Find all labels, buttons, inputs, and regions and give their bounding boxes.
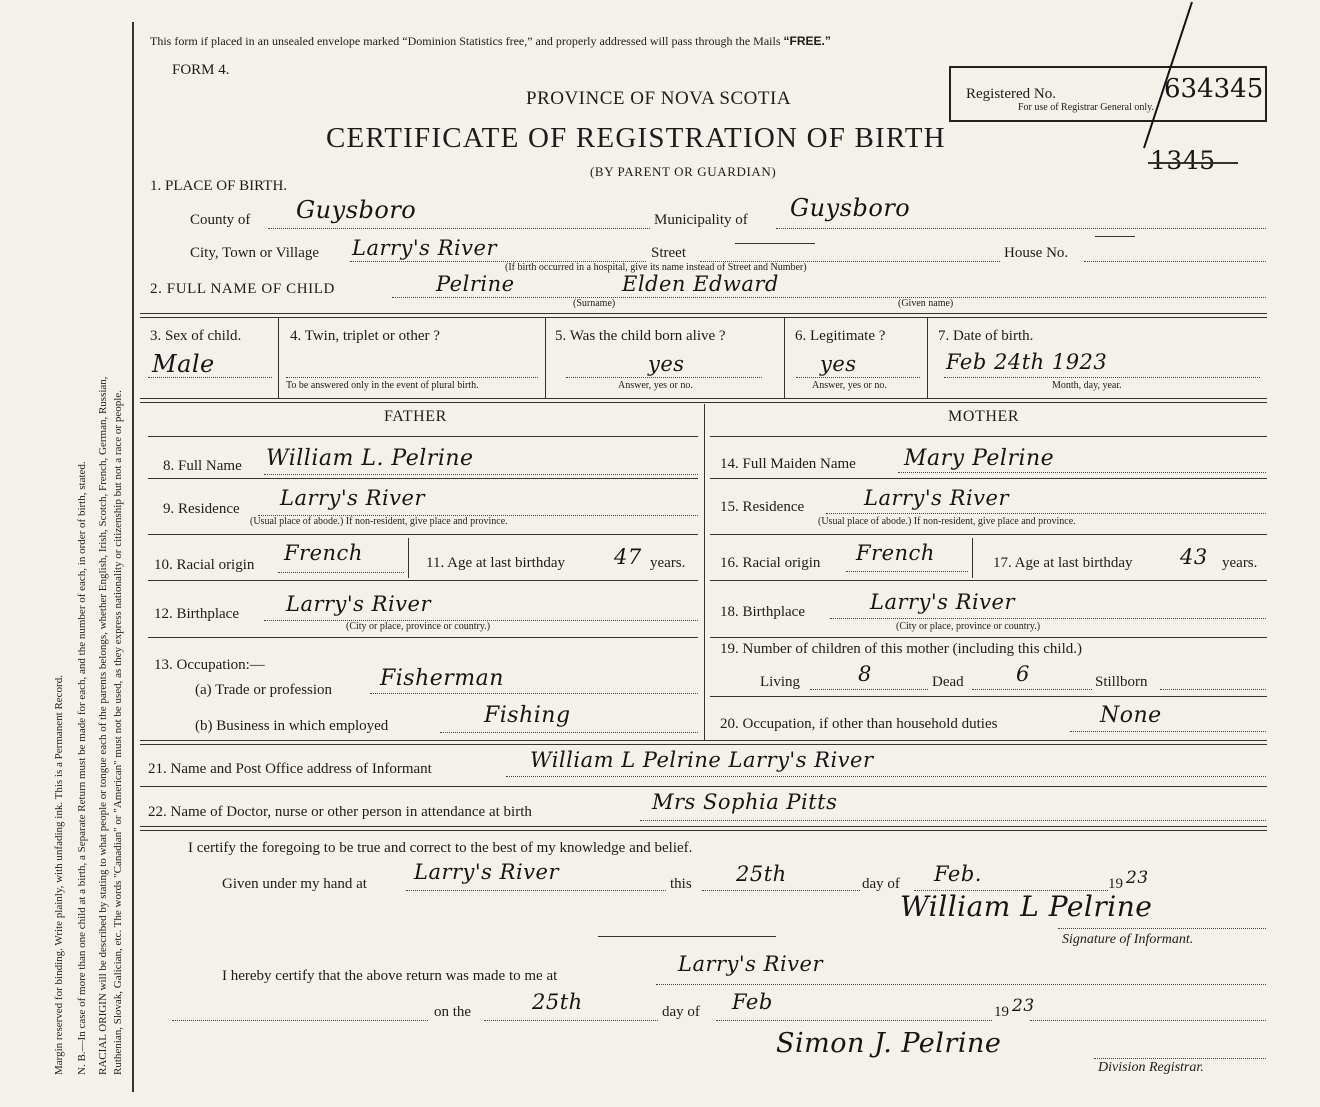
father-rule-1 (148, 436, 698, 437)
col-divider-3 (278, 318, 279, 398)
mother-racial-label: 16. Racial origin (720, 555, 821, 571)
page-subtitle: (BY PARENT OR GUARDIAN) (590, 164, 777, 179)
on-the-label: on the (434, 1004, 472, 1020)
father-business-line (440, 732, 698, 733)
informant-line (506, 776, 1266, 777)
doctor-label: 22. Name of Doctor, nurse or other person in attendance at birth (148, 804, 532, 820)
twin-label: 4. Twin, triplet or other ? (290, 328, 440, 344)
father-name-value: William L. Pelrine (266, 446, 474, 471)
given-place-value: Larry's River (414, 860, 559, 884)
form-number: FORM 4. (172, 62, 230, 78)
house-number-dash (1095, 236, 1135, 237)
street-label: Street (651, 245, 686, 261)
registrar-year-prefix: 19 (994, 1004, 1009, 1020)
date-of-birth-note: Month, day, year. (1052, 380, 1122, 391)
father-racial-divider (408, 538, 409, 578)
registrar-day-of-label: day of (662, 1004, 700, 1020)
father-age-value: 47 (614, 545, 642, 569)
day-of-label: day of (862, 876, 900, 892)
binding-margin-line (132, 22, 134, 1092)
stillborn-label: Stillborn (1095, 674, 1148, 690)
father-business-value: Fishing (484, 703, 571, 728)
father-birthplace-value: Larry's River (286, 592, 431, 616)
city-label: City, Town or Village (190, 245, 320, 261)
registrar-place-line (656, 984, 1266, 985)
mother-rule-2 (710, 478, 1267, 479)
year-value: 23 (1126, 868, 1149, 888)
mother-birthplace-line (830, 618, 1266, 619)
mother-rule-1 (710, 436, 1267, 437)
informant-label: 21. Name and Post Office address of Informant (148, 761, 432, 777)
surname-caption: (Surname) (573, 298, 616, 309)
registrar-month-line (716, 1020, 992, 1021)
father-trade-value: Fisherman (380, 666, 504, 691)
father-occupation-label: 13. Occupation:— (154, 657, 265, 673)
col-divider-6 (927, 318, 928, 398)
house-number-label: House No. (1004, 245, 1069, 261)
margin-note-binding: Margin reserved for binding. Write plainly, with unfading ink. This is a Permanent Record. (53, 675, 65, 1075)
mother-rule-4 (710, 580, 1267, 581)
county-label: County of (190, 212, 251, 228)
col-divider-5 (784, 318, 785, 398)
registrar-year-value: 23 (1012, 996, 1035, 1016)
registrar-year-line (1030, 1020, 1266, 1021)
house-number-line (1084, 261, 1266, 262)
street-dash (735, 243, 815, 244)
mother-name-line (898, 472, 1266, 473)
date-of-birth-label: 7. Date of birth. (938, 328, 1034, 344)
parents-divider (704, 404, 705, 740)
doctor-value: Mrs Sophia Pitts (652, 790, 838, 814)
place-of-birth-label: 1. PLACE OF BIRTH. (150, 178, 288, 194)
father-trade-line (370, 693, 698, 694)
mother-heading: MOTHER (948, 408, 1020, 425)
twin-line (286, 377, 538, 378)
child-name-line (392, 297, 1266, 298)
twin-note: To be answered only in the event of plural birth. (286, 380, 479, 391)
legitimate-line (796, 377, 920, 378)
registrar-signature-line (1094, 1058, 1266, 1059)
registrar-lead-line (172, 1020, 428, 1021)
month-value: Feb. (934, 862, 982, 886)
registered-number-label: Registered No. (966, 86, 1056, 102)
mother-rule-3 (710, 534, 1267, 535)
given-place-line (406, 890, 666, 891)
sex-label: 3. Sex of child. (150, 328, 242, 344)
born-alive-label: 5. Was the child born alive ? (555, 328, 726, 344)
registrar-signature: Simon J. Pelrine (776, 1028, 1002, 1059)
mother-occupation-value: None (1100, 703, 1162, 728)
registrar-statement: I hereby certify that the above return was made to me at (222, 968, 558, 984)
father-name-line (264, 474, 698, 475)
informant-signature-line (1058, 928, 1266, 929)
margin-note-nb: N. B.—In case of more than one child at a birth, a Separate Return must be made for each, and the number of each, in order of birth, stated. (76, 461, 88, 1075)
date-of-birth-line (944, 377, 1260, 378)
section-divider-4 (140, 786, 1267, 787)
given-under-hand-label: Given under my hand at (222, 876, 367, 892)
mother-residence-line (826, 513, 1266, 514)
mother-age-value: 43 (1180, 545, 1208, 569)
registrar-month-value: Feb (732, 990, 773, 1014)
stillborn-line (1160, 689, 1266, 690)
father-age-years: years. (650, 555, 686, 571)
father-racial-label: 10. Racial origin (154, 557, 255, 573)
dead-label: Dead (932, 674, 964, 690)
section-divider-2 (140, 398, 1267, 403)
registrar-day-value: 25th (532, 990, 583, 1014)
born-alive-line (566, 377, 762, 378)
col-divider-4 (545, 318, 546, 398)
father-heading: FATHER (384, 408, 447, 425)
registrar-day-line (484, 1020, 658, 1021)
section-divider-1 (140, 313, 1267, 318)
father-residence-value: Larry's River (280, 486, 425, 510)
born-alive-value: yes (648, 352, 685, 376)
father-rule-3 (148, 534, 698, 535)
page-title: CERTIFICATE OF REGISTRATION OF BIRTH (326, 122, 946, 154)
mother-birthplace-value: Larry's River (870, 590, 1015, 614)
living-value: 8 (858, 662, 872, 686)
living-line (810, 689, 928, 690)
province-heading: PROVINCE OF NOVA SCOTIA (526, 88, 792, 109)
father-name-label: 8. Full Name (163, 458, 242, 474)
legitimate-note: Answer, yes or no. (812, 380, 887, 391)
this-label: this (670, 876, 692, 892)
mother-name-value: Mary Pelrine (904, 446, 1055, 471)
municipality-value: Guysboro (790, 194, 911, 222)
mother-occupation-line (1070, 731, 1266, 732)
child-name-label: 2. FULL NAME OF CHILD (150, 281, 335, 297)
father-racial-value: French (284, 541, 363, 565)
given-name-caption: (Given name) (898, 298, 954, 309)
date-of-birth-value: Feb 24th 1923 (946, 350, 1108, 374)
dead-line (972, 689, 1092, 690)
section-divider-5 (140, 826, 1267, 831)
mother-abode-note: (Usual place of abode.) If non-resident, give place and province. (818, 516, 1076, 527)
municipality-label: Municipality of (654, 212, 748, 228)
father-abode-note: (Usual place of abode.) If non-resident, give place and province. (250, 516, 508, 527)
mother-rule-5 (710, 637, 1267, 638)
mother-racial-divider (972, 538, 973, 578)
doctor-line (640, 820, 1266, 821)
mother-residence-label: 15. Residence (720, 499, 805, 515)
sex-line (148, 377, 272, 378)
father-residence-label: 9. Residence (163, 501, 240, 517)
mother-occupation-label: 20. Occupation, if other than household duties (720, 716, 998, 732)
father-birthplace-label: 12. Birthplace (154, 606, 239, 622)
child-surname-value: Pelrine (436, 272, 515, 296)
mother-age-years: years. (1222, 555, 1258, 571)
local-number-strike (1148, 162, 1238, 164)
legitimate-value: yes (820, 352, 857, 376)
mail-note: This form if placed in an unsealed envelope marked “Dominion Statistics free,” and properly addressed will pass through the Mails “FREE.” (150, 34, 831, 48)
municipality-line (776, 228, 1266, 229)
year-prefix: 19 (1108, 876, 1123, 892)
city-value: Larry's River (352, 236, 497, 260)
father-birthplace-note: (City or place, province or country.) (346, 621, 491, 632)
margin-note-racial-1: RACIAL ORIGIN will be described by stating to what people or tongue each of the parents belongs, whether English, Irish, Scotch, French, German, Russian, (97, 376, 109, 1075)
county-value: Guysboro (296, 196, 417, 224)
registrar-place-value: Larry's River (678, 952, 823, 976)
child-given-name-value: Elden Edward (622, 272, 779, 296)
informant-value: William L Pelrine Larry's River (530, 748, 874, 772)
children-count-label: 19. Number of children of this mother (including this child.) (720, 641, 1083, 657)
mother-name-label: 14. Full Maiden Name (720, 456, 856, 472)
father-age-label: 11. Age at last birthday (426, 555, 565, 571)
hospital-note: (If birth occurred in a hospital, give its name instead of Street and Number) (505, 262, 807, 273)
dead-value: 6 (1016, 662, 1030, 686)
living-label: Living (760, 674, 800, 690)
sex-value: Male (152, 350, 215, 378)
father-rule-4 (148, 580, 698, 581)
father-racial-line (278, 572, 404, 573)
father-rule-5 (148, 637, 698, 638)
mother-racial-line (846, 571, 968, 572)
separator-rule (598, 936, 776, 937)
mother-residence-value: Larry's River (864, 486, 1009, 510)
mother-racial-value: French (856, 541, 935, 565)
father-rule-2 (148, 478, 698, 479)
father-trade-label: (a) Trade or profession (195, 682, 333, 698)
certify-statement: I certify the foregoing to be true and correct to the best of my knowledge and belief. (188, 840, 693, 856)
registered-number-value: 634345 (1164, 74, 1264, 104)
county-line (268, 228, 650, 229)
born-alive-note: Answer, yes or no. (618, 380, 693, 391)
day-value: 25th (736, 862, 787, 886)
informant-signature: William L Pelrine (900, 890, 1153, 923)
mother-birthplace-label: 18. Birthplace (720, 604, 805, 620)
pen-stroke-mark (1130, 0, 1200, 150)
margin-note-racial-2: Ruthenian, Slovak, Galician, etc. The words "Canadian" or "American" must not be used, as they express nationality or citizenship but not a race or people. (112, 390, 124, 1075)
father-business-label: (b) Business in which employed (195, 718, 389, 734)
mother-birthplace-note: (City or place, province or country.) (896, 621, 1041, 632)
mother-rule-6 (710, 696, 1267, 697)
registrar-general-note: For use of Registrar General only. (1018, 102, 1154, 113)
legitimate-label: 6. Legitimate ? (795, 328, 886, 344)
informant-signature-caption: Signature of Informant. (1062, 932, 1194, 947)
local-number-value: 1345 (1150, 146, 1216, 175)
day-line (702, 890, 860, 891)
registrar-signature-caption: Division Registrar. (1098, 1060, 1204, 1075)
section-divider-3 (140, 740, 1267, 745)
mother-age-label: 17. Age at last birthday (993, 555, 1133, 571)
